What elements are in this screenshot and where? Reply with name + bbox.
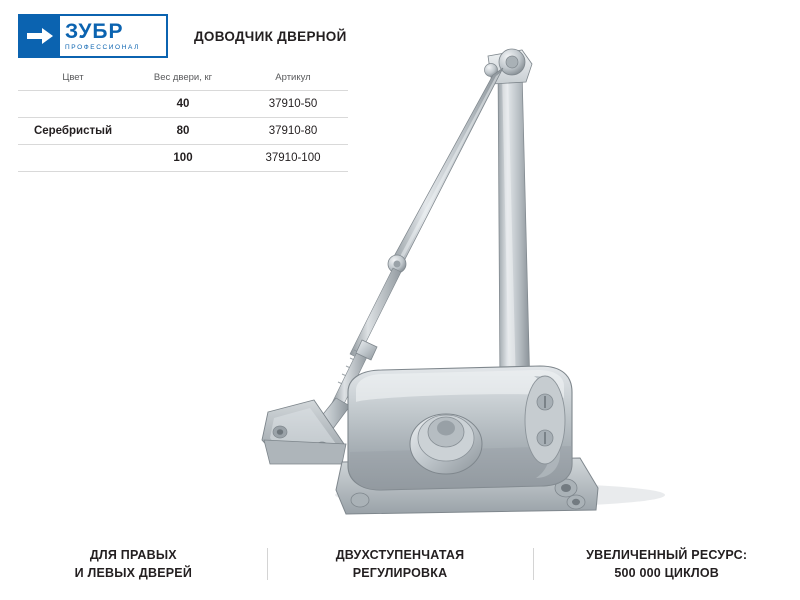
cell-article: 37910-80 xyxy=(268,125,318,137)
cell-weight: 100 xyxy=(173,152,193,164)
feature-item-adjustment xyxy=(267,546,534,582)
feature-line-2: 500 000 ЦИКЛОВ xyxy=(614,565,720,580)
cell-article: 37910-100 xyxy=(265,152,321,164)
brand-logo-text xyxy=(60,21,166,52)
column-header-article: Артикул xyxy=(275,72,311,83)
feature-line-2: РЕГУЛИРОВКА xyxy=(352,565,448,580)
feature-line-1: ДВУХСТУПЕНЧАТАЯ xyxy=(335,547,465,562)
cell-color xyxy=(18,145,128,172)
feature-item-handedness xyxy=(0,546,267,582)
column-header-weight: Вес двери, кг xyxy=(153,72,213,83)
cell-color: Серебристый xyxy=(33,125,113,137)
feature-line-1: ДЛЯ ПРАВЫХ xyxy=(89,547,177,562)
cell-color xyxy=(18,91,128,118)
feature-line-2: И ЛЕВЫХ ДВЕРЕЙ xyxy=(74,565,193,580)
arrow-right-icon xyxy=(20,16,60,56)
feature-item-lifecycle xyxy=(533,546,800,582)
feature-line-1: УВЕЛИЧЕННЫЙ РЕСУРС: xyxy=(586,547,748,562)
cell-weight: 80 xyxy=(176,125,190,137)
cell-weight: 40 xyxy=(176,98,190,110)
brand-logo xyxy=(18,14,168,58)
cell-article: 37910-50 xyxy=(268,98,318,110)
feature-bar xyxy=(0,546,800,582)
door-closer-photo xyxy=(250,40,790,520)
page-title: ДОВОДЧИК ДВЕРНОЙ xyxy=(194,28,347,44)
column-header-color: Цвет xyxy=(62,72,84,83)
brand-tagline: ПРОФЕССИОНАЛ xyxy=(65,43,140,51)
brand-name: ЗУБР xyxy=(65,19,124,43)
